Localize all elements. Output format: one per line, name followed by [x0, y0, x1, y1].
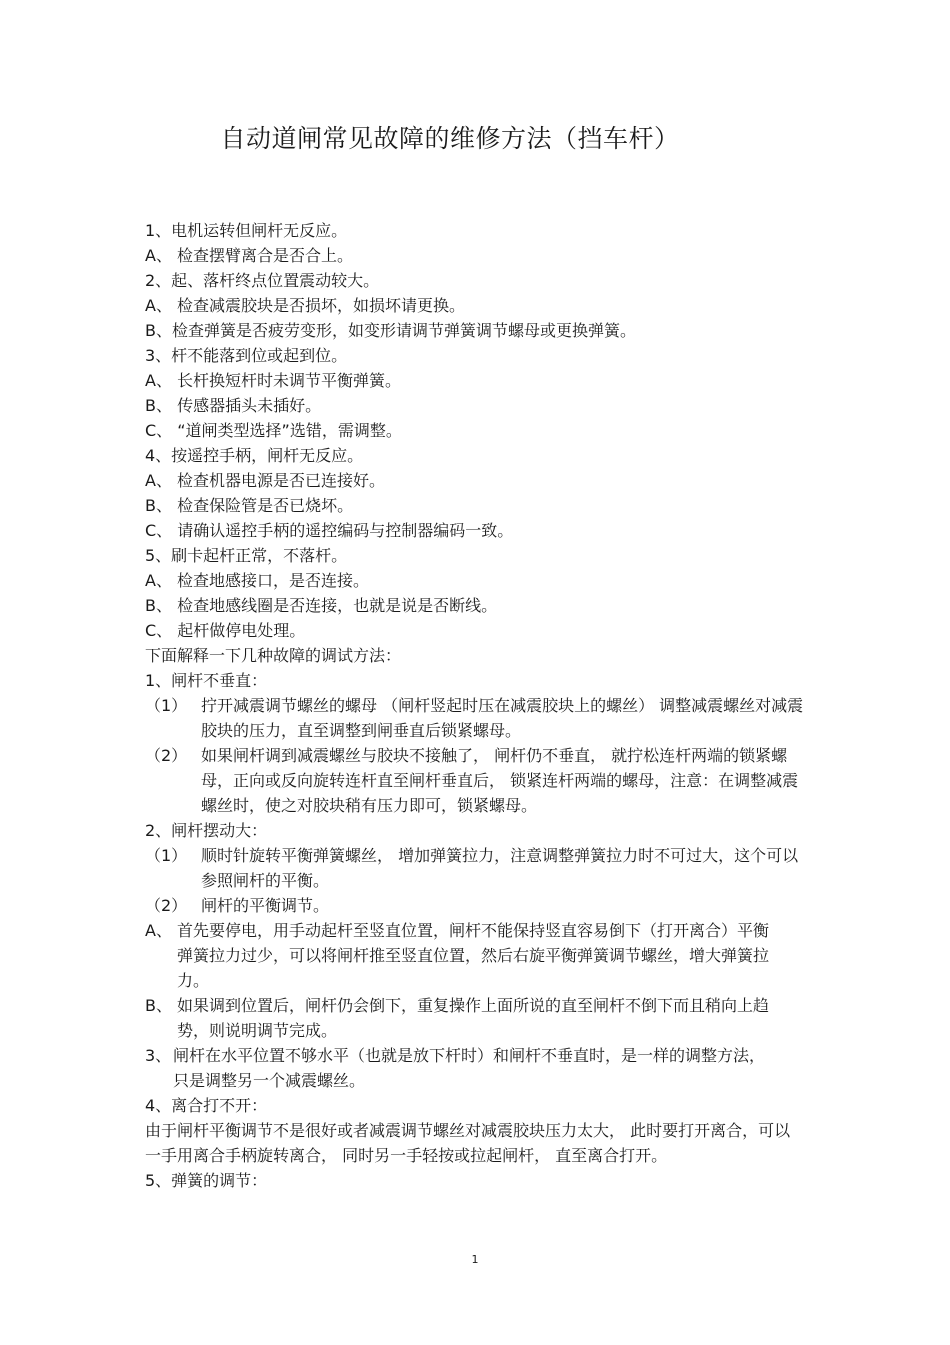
section-3 — [145, 1043, 805, 1093]
section-1-heading: 1、闸杆不垂直： — [145, 671, 268, 690]
item-text: 首先要停电，用手动起杆至竖直位置，闸杆不能保持竖直容易倒下（打开离合）平衡弹簧拉力过少，可以将闸杆推至竖直位置，然后右旋平衡弹簧调节螺丝，增大弹簧拉力。 — [177, 921, 770, 990]
item-text: 如果调到位置后，闸杆仍会倒下，重复操作上面所说的直至闸杆不倒下而且稍向上趋势，则说明调节完成。 — [177, 996, 770, 1040]
item-label: B、 — [145, 996, 172, 1015]
fault-4-item-b: B、 检查保险管是否已烧坏。 — [145, 496, 354, 515]
debug-intro: 下面解释一下几种故障的调试方法： — [145, 646, 402, 665]
fault-3-item-c: C、 “道闸类型选择”选错，需调整。 — [145, 421, 402, 440]
fault-4-item-a: A、 检查机器电源是否已连接好。 — [145, 471, 386, 490]
item-text: 闸杆在水平位置不够水平（也就是放下杆时）和闸杆不垂直时，是一样的调整方法，只是调整另一个减震螺丝。 — [173, 1046, 766, 1090]
section-2-item-a — [145, 918, 805, 993]
fault-3-item-b: B、 传感器插头未插好。 — [145, 396, 322, 415]
section-2-heading: 2、闸杆摆动大： — [145, 821, 268, 840]
fault-2-item-a: A、 检查减震胶块是否损坏，如损坏请更换。 — [145, 296, 466, 315]
fault-5-item-b: B、 检查地感线圈是否连接，也就是说是否断线。 — [145, 596, 498, 615]
fault-5-heading: 5、刷卡起杆正常，不落杆。 — [145, 546, 348, 565]
section-2-item-2 — [145, 893, 805, 918]
fault-2-heading: 2、起、落杆终点位置震动较大。 — [145, 271, 380, 290]
fault-4-item-c: C、 请确认遥控手柄的遥控编码与控制器编码一致。 — [145, 521, 514, 540]
document-body — [145, 218, 805, 1193]
fault-3-heading: 3、杆不能落到位或起到位。 — [145, 346, 348, 365]
section-2-item-b — [145, 993, 805, 1043]
item-label: （1） — [145, 696, 188, 715]
item-text: 顺时针旋转平衡弹簧螺丝， 增加弹簧拉力，注意调整弹簧拉力时不可过大，这个可以参照闸杆的平衡。 — [201, 846, 799, 890]
section-1-item-2 — [145, 743, 805, 818]
item-label: 3、 — [145, 1046, 172, 1065]
section-5-heading: 5、弹簧的调节： — [145, 1171, 268, 1190]
page-number: 1 — [471, 1253, 479, 1266]
fault-2-item-b: B、检查弹簧是否疲劳变形，如变形请调节弹簧调节螺母或更换弹簧。 — [145, 321, 636, 340]
item-text: 拧开减震调节螺丝的螺母 （闸杆竖起时压在减震胶块上的螺丝） 调整减震螺丝对减震胶块的压力，直至调整到闸垂直后锁紧螺母。 — [201, 696, 804, 740]
item-text: 如果闸杆调到减震螺丝与胶块不接触了， 闸杆仍不垂直， 就拧松连杆两端的锁紧螺母，正向或反向旋转连杆直至闸杆垂直后， 锁紧连杆两端的螺母，注意：在调整减震螺丝时，使之对胶块稍有压力即可，锁紧螺母。 — [201, 746, 799, 815]
item-label: （2） — [145, 746, 188, 765]
fault-5-item-c: C、 起杆做停电处理。 — [145, 621, 306, 640]
item-label: A、 — [145, 921, 172, 940]
document-title: 自动道闸常见故障的维修方法（挡车杆） — [220, 124, 680, 153]
item-text: 闸杆的平衡调节。 — [201, 896, 330, 915]
item-label: （1） — [145, 846, 188, 865]
section-1-item-1 — [145, 693, 805, 743]
fault-1-item-a: A、 检查摆臂离合是否合上。 — [145, 246, 354, 265]
fault-1-heading: 1、电机运转但闸杆无反应。 — [145, 221, 348, 240]
section-4-heading: 4、离合打不开： — [145, 1096, 268, 1115]
fault-3-item-a: A、 长杆换短杆时未调节平衡弹簧。 — [145, 371, 402, 390]
fault-5-item-a: A、 检查地感接口，是否连接。 — [145, 571, 370, 590]
section-4-text: 由于闸杆平衡调节不是很好或者减震调节螺丝对减震胶块压力太大， 此时要打开离合，可以一手用离合手柄旋转离合， 同时另一手轻按或拉起闸杆， 直至离合打开。 — [145, 1121, 791, 1165]
item-label: （2） — [145, 896, 188, 915]
fault-4-heading: 4、按遥控手柄，闸杆无反应。 — [145, 446, 364, 465]
section-2-item-1 — [145, 843, 805, 893]
